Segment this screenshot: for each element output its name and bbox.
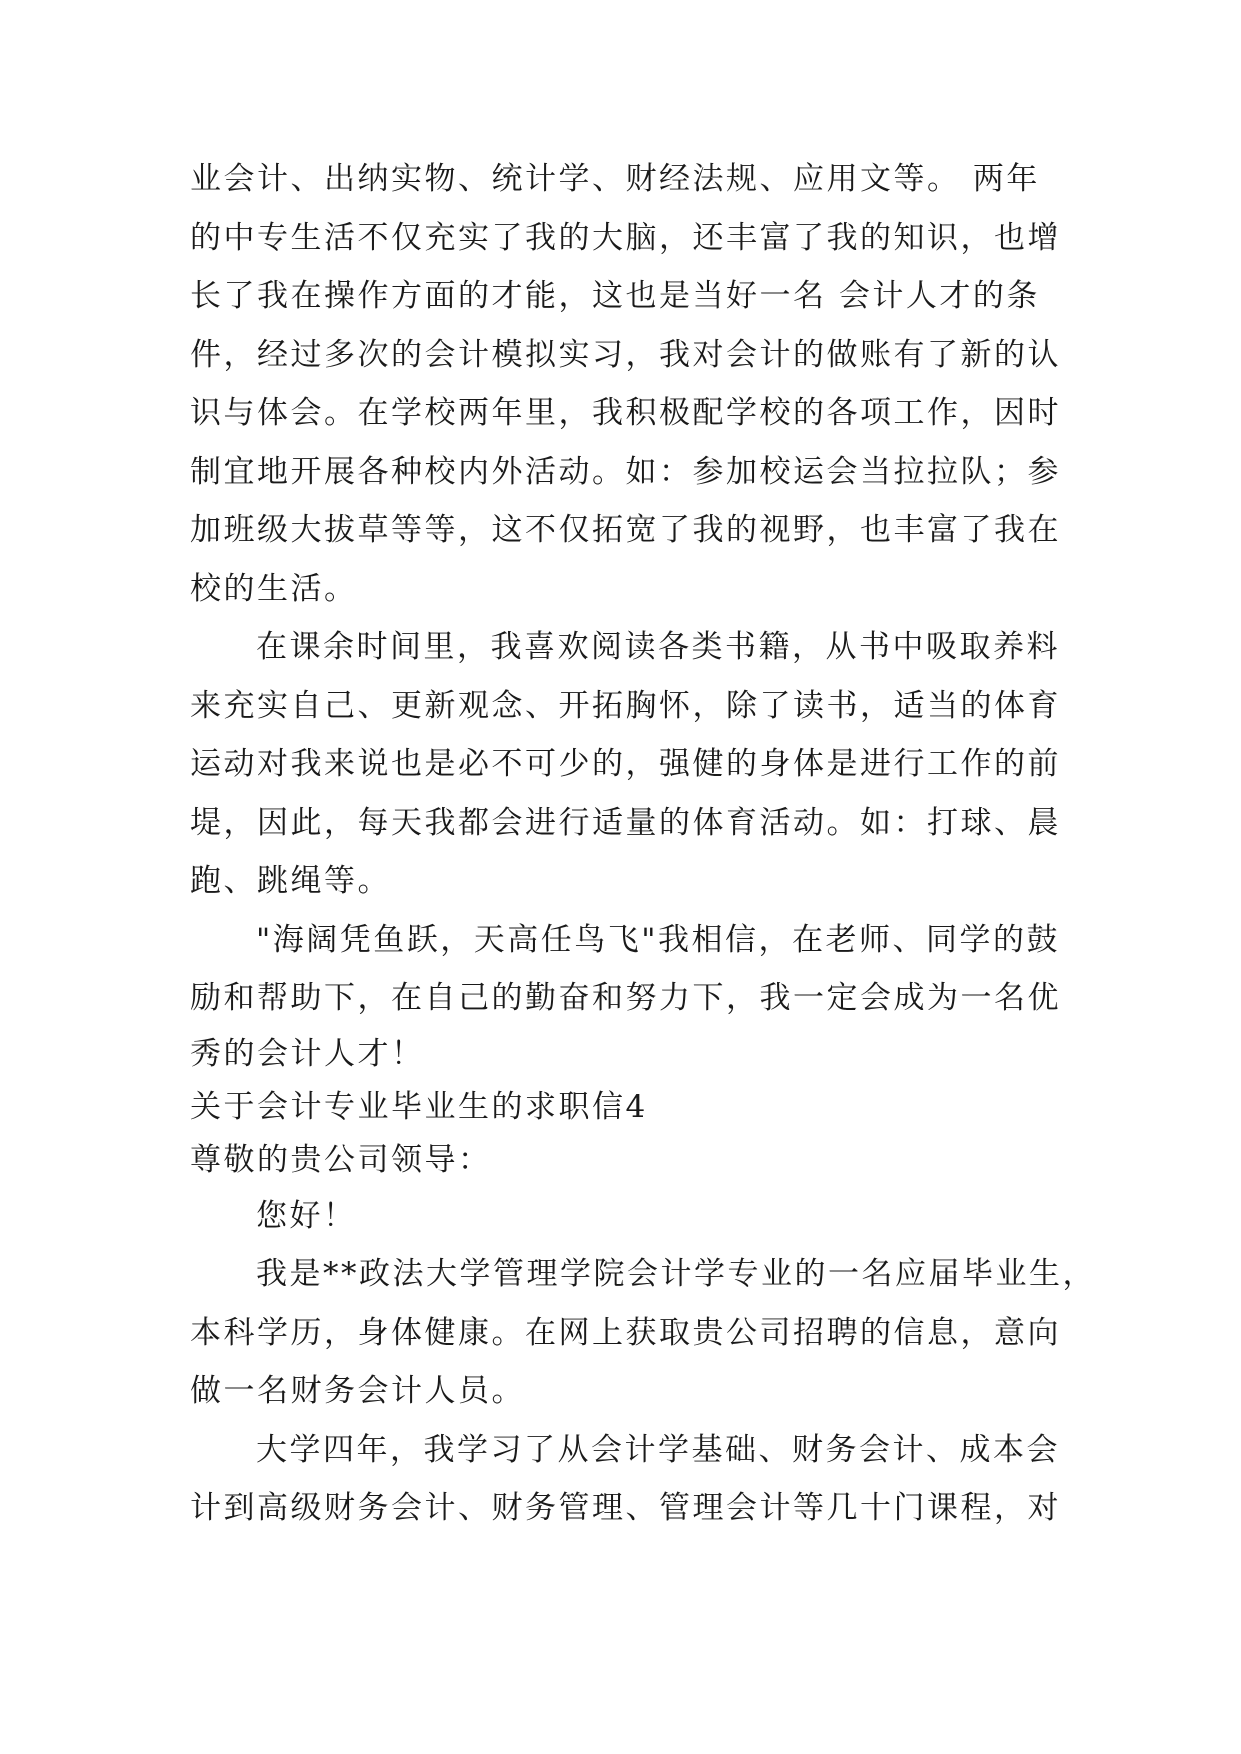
greeting: 您好！	[256, 1197, 357, 1234]
paragraph-line: 堤，因此，每天我都会进行适量的体育活动。如：打球、晨	[190, 804, 1061, 841]
paragraph-line: 的中专生活不仅充实了我的大脑，还丰富了我的知识，也增	[190, 219, 1061, 256]
paragraph-line: 加班级大拔草等等，这不仅拓宽了我的视野，也丰富了我在	[190, 512, 1061, 548]
paragraph-line: "海阔凭鱼跃，天高任鸟飞"我相信，在老师、同学的鼓	[256, 921, 1061, 958]
paragraph-line: 跑、跳绳等。	[190, 863, 391, 899]
section-title: 关于会计专业毕业生的求职信4	[190, 1088, 648, 1125]
paragraph-line: 长了我在操作方面的才能，这也是当好一名 会计人才的条	[190, 278, 1040, 314]
paragraph-line: 来充实自己、更新观念、开拓胸怀，除了读书，适当的体育	[190, 687, 1061, 724]
paragraph-line: 计到高级财务会计、财务管理、管理会计等几十门课程，对	[190, 1490, 1061, 1526]
paragraph-line: 秀的会计人才！	[190, 1035, 425, 1072]
paragraph-line: 做一名财务会计人员。	[190, 1373, 525, 1409]
document-body	[190, 150, 1096, 1538]
paragraph-line: 我是**政法大学管理学院会计学专业的一名应届毕业生，	[256, 1256, 1096, 1292]
paragraph-line: 件，经过多次的会计模拟实习，我对会计的做账有了新的认	[190, 336, 1061, 373]
paragraph-line: 大学四年，我学习了从会计学基础、财务会计、成本会	[256, 1431, 1060, 1468]
paragraph-line: 在课余时间里，我喜欢阅读各类书籍，从书中吸取养料	[256, 629, 1060, 665]
paragraph-line: 本科学历，身体健康。在网上获取贵公司招聘的信息，意向	[190, 1314, 1061, 1351]
paragraph-line: 识与体会。在学校两年里，我积极配学校的各项工作，因时	[190, 395, 1061, 431]
paragraph-line: 运动对我来说也是必不可少的，强健的身体是进行工作的前	[190, 746, 1061, 782]
paragraph-line: 励和帮助下，在自己的勤奋和努力下，我一定会成为一名优	[190, 980, 1061, 1016]
paragraph-line: 制宜地开展各种校内外活动。如：参加校运会当拉拉队；参	[190, 453, 1061, 490]
paragraph-line: 业会计、出纳实物、统计学、财经法规、应用文等。 两年	[190, 161, 1040, 197]
paragraph-line: 校的生活。	[190, 570, 358, 607]
salutation: 尊敬的贵公司领导：	[190, 1141, 492, 1178]
